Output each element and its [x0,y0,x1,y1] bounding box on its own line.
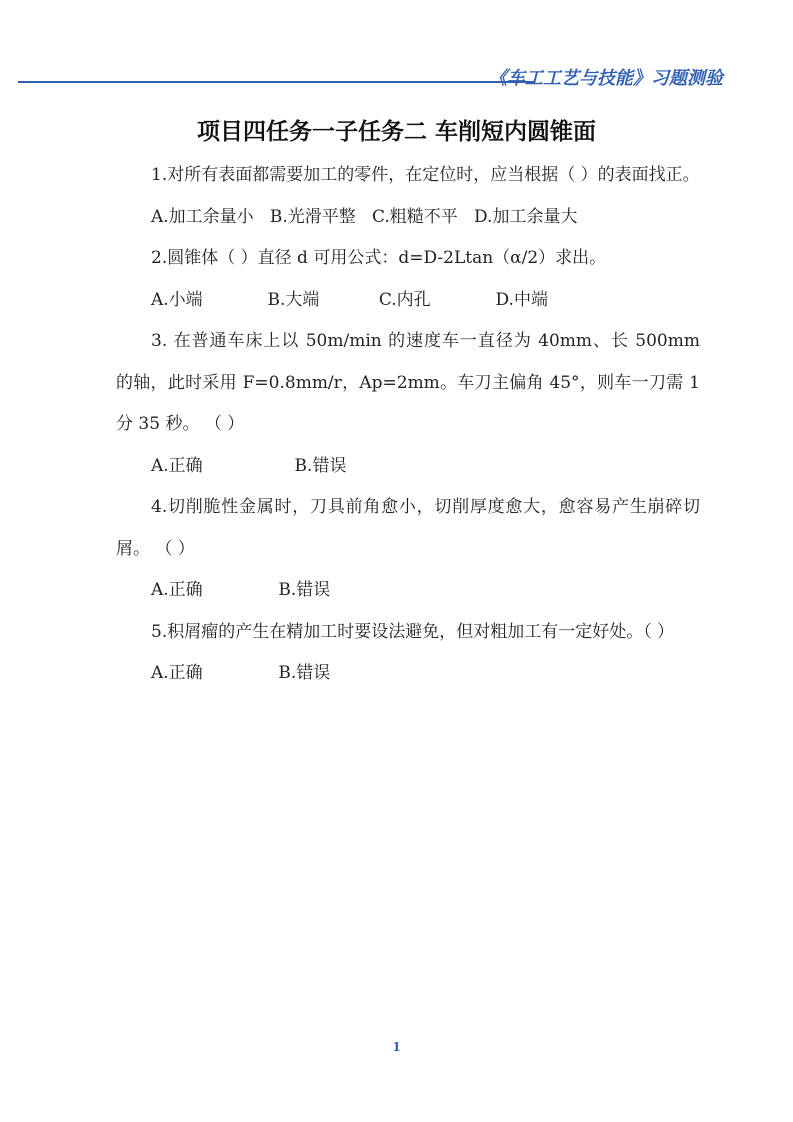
question-4-stem: 4.切削脆性金属时，刀具前角愈小，切削厚度愈大，愈容易产生崩碎切屑。 （ ） [116,497,700,559]
header-rule [18,81,535,83]
question-1-stem: 1.对所有表面都需要加工的零件，在定位时，应当根据（ ）的表面找正。 [151,165,700,185]
question-5-options: A.正确 B.错误 [151,663,331,683]
question-4-options: A.正确 B.错误 [151,580,331,600]
question-3-stem: 3. 在普通车床上以 50m/min 的速度车一直径为 40mm、长 500mm 的轴，此时采用 F=0.8mm/r，Ap=2mm。车刀主偏角 45°，则车一刀需 1 分 35 秒。 （ ） [116,331,700,434]
document-title: 项目四任务一子任务二 车削短内圆锥面 [196,119,596,145]
question-1-options: A.加工余量小 B.光滑平整 C.粗糙不平 D.加工余量大 [151,206,578,227]
header-title: 《车工工艺与技能》习题测验 [489,68,723,89]
question-2-options: A.小端 B.大端 C.内孔 D.中端 [151,289,548,310]
question-list [116,155,700,695]
question-3-options: A.正确 B.错误 [151,455,347,476]
question-2-stem: 2.圆锥体（ ）直径 d 可用公式：d=D-2Ltan（α/2）求出。 [151,248,607,268]
question-5-stem: 5.积屑瘤的产生在精加工时要设法避免，但对粗加工有一定好处。（ ） [151,621,675,642]
page-number: 1 [392,1040,401,1054]
